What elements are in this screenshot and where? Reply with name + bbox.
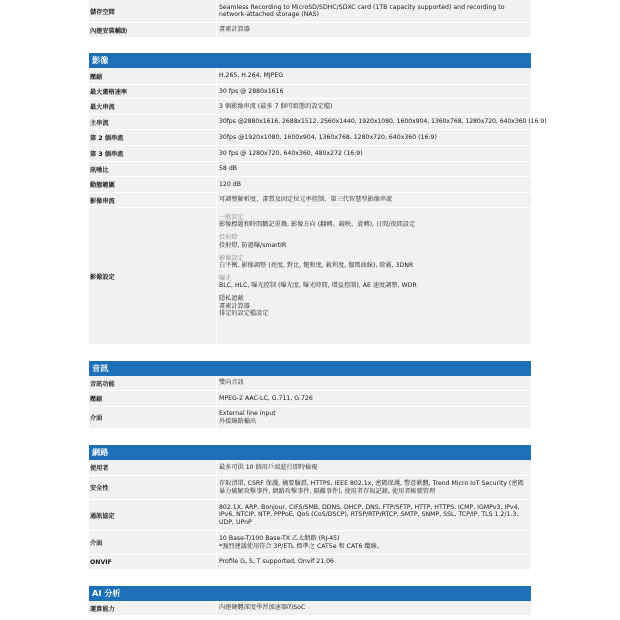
spec-value: 30fps @1920x1080, 1600x904, 1360x768, 1280x720, 640x360 (16:9)	[219, 133, 437, 141]
spec-value: MPEG-2 AAC-LC, G.711, G.726	[219, 394, 313, 402]
settings-group: 一般設定 影像標題和時間戳記重疊, 影像方向 (翻轉、鏡映、旋轉), 日間/夜間設定	[219, 214, 416, 229]
spec-value	[217, 208, 531, 344]
spec-value: 30 fps @ 1280x720, 640x360, 480x272 (16:9)	[219, 149, 363, 157]
spec-row	[89, 460, 531, 476]
spec-key: 主串流	[89, 115, 217, 129]
settings-group: 投射燈 投射燈, 防過曝/smartIR	[219, 234, 287, 249]
settings-group: 影像設定 白平衡, 影像調整 (亮度, 對比, 飽和度, 銳利度, 伽瑪曲線), 除霧, 3DNR	[219, 254, 414, 270]
spec-key: 壓縮	[89, 391, 217, 406]
spec-row	[89, 68, 531, 85]
spec-row	[89, 531, 531, 555]
spec-key: 訊噪比	[89, 162, 217, 176]
spec-value: 10 Base-T/100 Base-TX 乙太網路 (RJ-45) *強烈建議使用符合 3P/ETL 標準之 CAT5e 和 CAT6 纜線。	[219, 535, 383, 550]
section-header-audio: 音訊	[89, 361, 531, 376]
spec-sheet	[89, 0, 547, 616]
spec-key: 安全性	[89, 476, 217, 499]
spec-key: 最大畫格速率	[89, 85, 217, 98]
section-header-video: 影像	[89, 53, 531, 68]
spec-row	[89, 193, 531, 208]
spec-value: 最多可供 10 個用戶端進行即時檢視	[219, 463, 318, 471]
spec-row	[89, 85, 531, 99]
spec-value: Seamless Recording to MicroSD/SDHC/SDXC card (1TB capacity supported) and recording to network-attached storage (NAS)	[219, 3, 505, 18]
spec-key: 介面	[89, 531, 217, 554]
spec-row	[89, 500, 531, 531]
spec-row	[89, 601, 531, 616]
spec-key: 動態範圍	[89, 177, 217, 192]
spec-value: 存取清單, CSRF 保護, 摘要驗證, HTTPS, IEEE 802.1x, 密碼保護, 警意軟體, Trend Micro IoT Security (密碼暴力破解攻擊事件, 網路攻擊事件, 隔離事件), 使用者存取記錄, 使用者帳號管理	[219, 480, 524, 495]
section-header-ai: AI 分析	[89, 586, 531, 601]
spec-row	[89, 130, 531, 146]
spec-row	[89, 376, 531, 391]
spec-key: 音訊功能	[89, 376, 217, 390]
spec-key: 影像設定	[89, 208, 217, 344]
spec-key: 內建安裝輔助	[89, 23, 217, 37]
section-gap	[89, 570, 531, 586]
spec-key: ONVIF	[89, 555, 217, 569]
spec-value: H.265, H.264, MJPEG	[219, 72, 284, 80]
spec-key: 運算能力	[89, 601, 217, 615]
spec-row	[89, 407, 531, 429]
spec-value: 802.1X, ARP, Bonjour, CIFS/SMB, DDNS, DHCP, DNS, FTP/SFTP, HTTP, HTTPS, ICMP, IGMPv3, IPv4, IPv6, NTCIP, NTP, PPPoE, QoS (CoS/DSCP), RTSP/RTP/RTCP, SMTP, SNMP, SSL, TCP/IP, TLS 1.2/1.3, UDP, UPnP	[219, 503, 520, 526]
spec-row	[89, 115, 547, 130]
spec-row	[89, 146, 531, 162]
spec-row	[89, 391, 531, 407]
spec-value: 3 個影像串流 (最多 7 個可組態的設定檔)	[219, 102, 333, 110]
spec-row	[89, 162, 531, 177]
spec-value: Profile G, S, T supported, Onvif 21.06	[219, 558, 334, 566]
spec-row-image-settings	[89, 208, 531, 345]
spec-row-install-aid	[89, 23, 531, 38]
spec-key: 通訊協定	[89, 500, 217, 530]
section-gap	[89, 345, 531, 361]
spec-key: 最大串流	[89, 99, 217, 114]
spec-key: 影像串流	[89, 193, 217, 207]
spec-value: 畫素計算器	[219, 26, 250, 34]
spec-value: 30fps @2880x1616, 2688x1512, 2560x1440, 1920x1080, 1600x904, 1360x768, 1280x720, 640x360 (16:9)	[219, 118, 547, 126]
spec-row	[89, 99, 531, 115]
spec-row	[89, 555, 531, 570]
spec-key: 第 3 個串流	[89, 146, 217, 161]
spec-key: 儲存空間	[89, 0, 217, 22]
section-gap	[89, 38, 531, 53]
section-gap	[89, 429, 531, 445]
spec-row	[89, 476, 531, 500]
spec-value: 可調整解析度、畫質及固定位元率控制、第三代智慧型影像串流	[219, 196, 393, 204]
settings-group: 曝光 BLC, HLC, 曝光控制 (曝光度, 曝光時間, 增益控制), AE 速度調整, WDR	[219, 274, 417, 290]
section-header-network: 網路	[89, 445, 531, 460]
spec-key: 使用者	[89, 460, 217, 475]
spec-key: 第 2 個串流	[89, 130, 217, 145]
spec-value: 內建硬體深度學習加速器的SoC	[219, 604, 306, 612]
spec-key: 壓縮	[89, 68, 217, 84]
spec-value: 58 dB	[219, 165, 238, 173]
settings-group: 隱私遮蔽 畫素計算器 排定的設定檔設定	[219, 295, 269, 318]
spec-value: 120 dB	[219, 180, 241, 188]
spec-value: 雙向音訊	[219, 379, 244, 387]
spec-row	[89, 177, 531, 193]
spec-row-storage	[89, 0, 531, 23]
spec-value: 30 fps @ 2880x1616	[219, 87, 284, 95]
spec-key: 介面	[89, 407, 217, 428]
spec-value: External line input 外接線路輸出	[219, 410, 276, 425]
